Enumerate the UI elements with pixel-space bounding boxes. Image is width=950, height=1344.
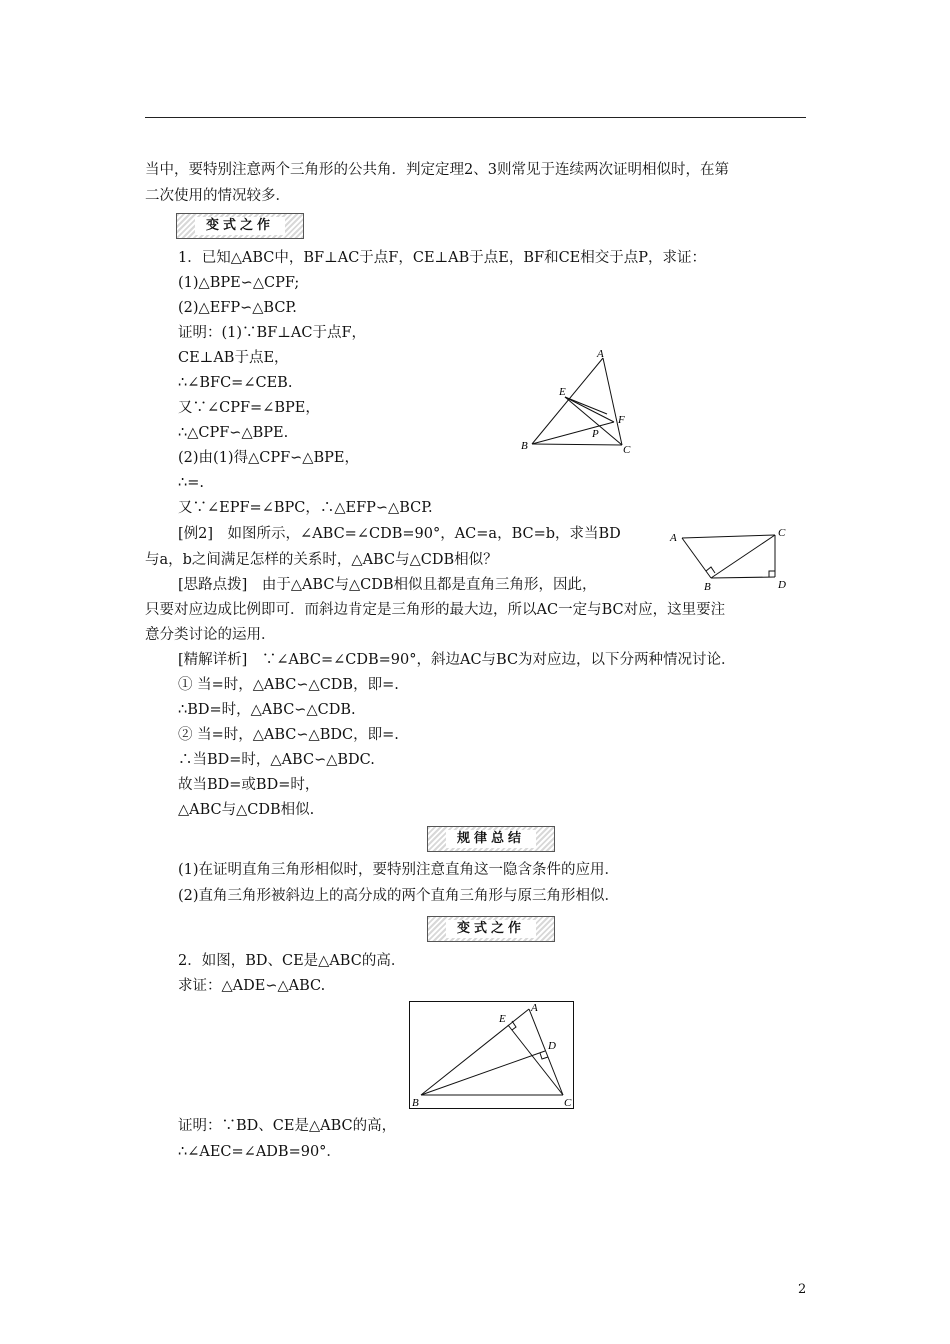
ex2-line-12: △ABC与△CDB相似. bbox=[178, 802, 315, 818]
fig1-label-e: E bbox=[559, 386, 566, 398]
fig1-label-b: B bbox=[521, 440, 528, 452]
ex2-line-7: ① 当=时，△ABC∽△CDB，即=. bbox=[178, 677, 399, 693]
ex1-line-3: (2)△EFP∽△BCP. bbox=[178, 300, 297, 316]
summary-line-2: (2)直角三角形被斜边上的高分成的两个直角三角形与原三角形相似． bbox=[178, 888, 620, 904]
ex1-line-7: 又∵∠CPF=∠BPE， bbox=[178, 400, 320, 416]
triangle-figure-1 bbox=[510, 345, 650, 460]
header-rule bbox=[145, 117, 806, 118]
ex1-line-8: ∴△CPF∽△BPE. bbox=[178, 425, 289, 441]
ex3-line-4: ∴∠AEC=∠ADB=90°． bbox=[178, 1144, 341, 1160]
ex1-line-2: (1)△BPE∽△CPF; bbox=[178, 275, 300, 291]
ex1-line-6: ∴∠BFC=∠CEB. bbox=[178, 375, 293, 391]
variant-badge-1 bbox=[176, 213, 304, 239]
fig3-label-d: D bbox=[548, 1040, 556, 1052]
ex2-line-2: 与a，b之间满足怎样的关系时，△ABC与△CDB相似？ bbox=[145, 552, 498, 568]
ex3-line-3: 证明：∵BD、CE是△ABC的高， bbox=[178, 1118, 397, 1134]
ex1-line-1: 1．已知△ABC中，BF⊥AC于点F，CE⊥AB于点E，BF和CE相交于点P，求证： bbox=[178, 250, 707, 266]
summary-badge bbox=[427, 826, 555, 852]
fig3-label-b: B bbox=[412, 1097, 419, 1109]
summary-line-1: (1)在证明直角三角形相似时，要特别注意直角这一隐含条件的应用． bbox=[178, 862, 620, 878]
ex2-line-6: [精解详析] ∵∠ABC=∠CDB=90°，斜边AC与BC为对应边，以下分两种情况讨论． bbox=[178, 652, 736, 668]
ex2-line-1: [例2] 如图所示，∠ABC=∠CDB=90°，AC=a，BC=b，求当BD bbox=[178, 526, 621, 542]
ex2-line-8: ∴BD=时，△ABC∽△CDB. bbox=[178, 702, 356, 718]
fig1-label-f: F bbox=[618, 414, 625, 426]
ex2-line-4: 只要对应边成比例即可．而斜边肯定是三角形的最大边，所以AC一定与BC对应，这里要注 bbox=[145, 602, 726, 618]
ex2-line-9: ② 当=时，△ABC∽△BDC，即=. bbox=[178, 727, 399, 743]
fig2-label-c: C bbox=[778, 527, 786, 539]
ex1-line-10: ∴=. bbox=[178, 475, 204, 491]
fig3-label-e: E bbox=[499, 1013, 506, 1025]
fig1-label-a: A bbox=[597, 348, 604, 360]
fig2-label-a: A bbox=[670, 532, 677, 544]
ex2-line-10: ∴当BD=时，△ABC∽△BDC. bbox=[178, 752, 375, 768]
ex1-line-9: (2)由(1)得△CPF∽△BPE， bbox=[178, 450, 359, 466]
variant-badge-2 bbox=[427, 916, 555, 942]
summary-badge-label: 规律总结 bbox=[446, 830, 536, 848]
ex3-line-2: 求证：△ADE∽△ABC. bbox=[178, 978, 326, 994]
page-number: 2 bbox=[798, 1282, 807, 1297]
right-triangle-figure-2 bbox=[665, 522, 800, 594]
variant-badge-1-label: 变式之作 bbox=[195, 217, 285, 235]
triangle-figure-3 bbox=[409, 1001, 575, 1111]
ex1-line-11: 又∵∠EPF=∠BPC，∴△EFP∽△BCP. bbox=[178, 500, 433, 516]
ex2-line-11: 故当BD=或BD=时， bbox=[178, 777, 320, 793]
intro-line-2: 二次使用的情况较多． bbox=[145, 188, 290, 204]
fig2-label-b: B bbox=[704, 581, 711, 593]
fig2-label-d: D bbox=[778, 579, 786, 591]
fig3-label-a: A bbox=[531, 1002, 538, 1014]
ex3-line-1: 2．如图，BD、CE是△ABC的高． bbox=[178, 953, 406, 969]
variant-badge-2-label: 变式之作 bbox=[446, 920, 536, 938]
ex2-line-3: [思路点拨] 由于△ABC与△CDB相似且都是直角三角形，因此， bbox=[178, 577, 597, 593]
ex2-line-5: 意分类讨论的运用． bbox=[145, 627, 276, 643]
ex1-line-5: CE⊥AB于点E， bbox=[178, 350, 289, 366]
ex1-line-4: 证明：(1)∵BF⊥AC于点F， bbox=[178, 325, 367, 341]
intro-line-1: 当中，要特别注意两个三角形的公共角．判定定理2、3则常见于连续两次证明相似时，在第 bbox=[145, 162, 729, 178]
fig3-label-c: C bbox=[564, 1097, 572, 1109]
fig1-label-c: C bbox=[623, 444, 631, 456]
fig1-label-p: P bbox=[592, 428, 599, 440]
